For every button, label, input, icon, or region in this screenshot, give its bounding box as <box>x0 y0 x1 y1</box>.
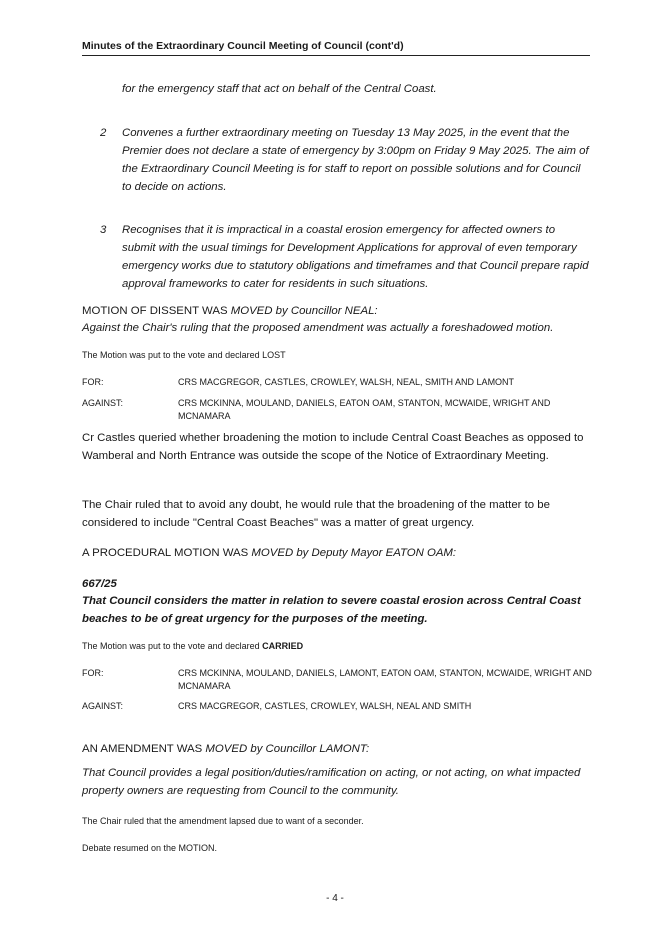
item-text: Recognises that it is impractical in a coastal erosion emergency for affected owners to submit with the usual timings for Development Applications for approval of even temporary emergency works due to statutory obligations and timeframes and that Council prepare rapid approval frameworks to cater for residents in such situations. <box>122 224 589 290</box>
list-item-3 <box>100 221 590 293</box>
against-label: AGAINST: <box>82 398 124 408</box>
declared-prefix: The Motion was put to the vote and declared <box>82 641 263 651</box>
procedural-mover: MOVED by Deputy Mayor EATON OAM: <box>251 547 457 559</box>
page-header: Minutes of the Extraordinary Council Meeting of Council (cont'd) <box>82 40 590 56</box>
amendment-heading <box>82 740 592 758</box>
vote-declaration-lost: The Motion was put to the vote and declared LOST <box>82 350 286 360</box>
procedural-prefix: A PROCEDURAL MOTION WAS <box>82 547 252 559</box>
vote-for-row <box>82 667 592 693</box>
vote-against-row <box>82 397 592 423</box>
declared-result: CARRIED <box>262 641 304 651</box>
item-number: 3 <box>100 224 107 236</box>
against-names: CRS MCKINNA, MOULAND, DANIELS, EATON OAM, STANTON, MCWAIDE, WRIGHT AND MCNAMARA <box>178 398 551 421</box>
against-label: AGAINST: <box>82 701 124 711</box>
dissent-mover: MOVED by Councillor NEAL: <box>230 305 378 317</box>
amendment-prefix: AN AMENDMENT WAS <box>82 743 206 755</box>
debate-resumed-note: Debate resumed on the MOTION. <box>82 843 218 853</box>
item-text: Convenes a further extraordinary meeting on Tuesday 13 May 2025, in the event that the Premier does not declare a state of emergency by 3:00pm on Friday 9 May 2025. The aim of the Extraordinary Council Meeting is for staff to report on possible solutions and for Council to decide on actions. <box>122 127 589 193</box>
for-label: FOR: <box>82 668 104 678</box>
amendment-lapsed-note: The Chair ruled that the amendment lapsed due to want of a seconder. <box>82 816 364 826</box>
procedural-motion-heading <box>82 544 592 562</box>
amendment-mover: MOVED by Councillor LAMONT: <box>205 743 370 755</box>
castles-query-paragraph: Cr Castles queried whether broadening the motion to include Central Coast Beaches as opposed to Wamberal and North Entrance was outside the scope of the Notice of Extraordinary Meeting. <box>82 432 584 462</box>
dissent-text: Against the Chair's ruling that the proposed amendment was actually a foreshadowed motion. <box>82 322 554 334</box>
for-label: FOR: <box>82 377 104 387</box>
continuation-text: for the emergency staff that act on behalf of the Central Coast. <box>122 83 437 95</box>
page-number: - 4 - <box>326 893 344 904</box>
list-item-2 <box>100 124 590 196</box>
vote-against-row <box>82 700 592 713</box>
amendment-text: That Council provides a legal position/duties/ramification on acting, or not acting, on what impacted property owners are requesting from Council to the community. <box>82 767 581 797</box>
for-names: CRS MCKINNA, MOULAND, DANIELS, LAMONT, EATON OAM, STANTON, MCWAIDE, WRIGHT AND MCNAMARA <box>178 668 592 691</box>
for-names: CRS MACGREGOR, CASTLES, CROWLEY, WALSH, NEAL, SMITH AND LAMONT <box>178 377 515 387</box>
vote-for-row <box>82 376 592 389</box>
chair-ruling-paragraph: The Chair ruled that to avoid any doubt, he would rule that the broadening of the matter to be considered to include "Central Coast Beaches" was a matter of great urgency. <box>82 499 550 529</box>
resolution-number: 667/25 <box>82 578 117 590</box>
against-names: CRS MACGREGOR, CASTLES, CROWLEY, WALSH, NEAL AND SMITH <box>178 701 472 711</box>
item-number: 2 <box>100 127 107 139</box>
vote-declaration-carried <box>82 639 592 653</box>
dissent-heading <box>82 302 592 320</box>
resolution-text: That Council considers the matter in relation to severe coastal erosion across Central Coast beaches to be of great urgency for the purposes of the meeting. <box>82 595 581 625</box>
dissent-prefix: MOTION OF DISSENT WAS <box>82 305 231 317</box>
